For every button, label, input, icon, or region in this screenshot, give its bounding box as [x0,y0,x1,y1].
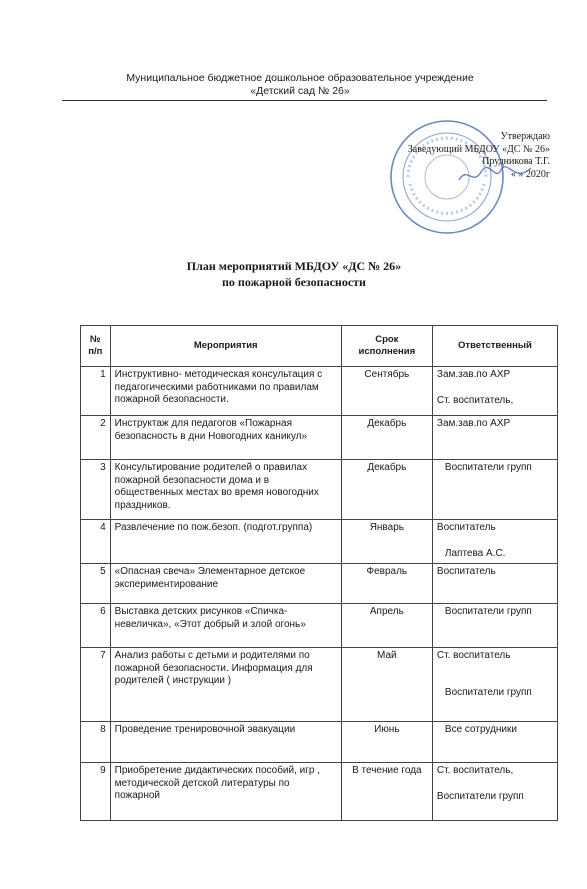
row-number: 1 [81,367,111,416]
table-row [81,367,558,416]
title-line1: План мероприятий МБДОУ «ДС № 26» [186,259,402,273]
row-number: 7 [81,648,111,722]
responsible-secondary: Ст. воспитатель, [436,394,514,406]
row-event: Приобретение дидактических пособий, игр , методической детской литературы по пожарной [110,763,341,821]
row-responsible [432,460,557,520]
row-term: Февраль [341,564,432,604]
signature-icon [455,162,535,188]
row-term: Май [341,648,432,722]
table-row [81,460,558,520]
header-event: Мероприятия [110,326,341,367]
row-event: Инструктаж для педагогов «Пожарная безопасность в дни Новогодних каникул» [110,416,341,460]
document-title [120,258,468,290]
row-number: 3 [81,460,111,520]
header-num: № п/п [81,326,111,367]
responsible-primary: Зам.зав.по АХР [436,369,511,380]
approval-position: Заведующий МБДОУ «ДС № 26» [407,143,550,155]
title-line2: по пожарной безопасности [222,275,366,289]
row-event: «Опасная свеча» Элементарное детское экспериментирование [110,564,341,604]
table-row [81,604,558,648]
row-responsible [432,763,557,821]
row-responsible [432,604,557,648]
responsible-primary: Воспитатели групп [444,606,532,617]
organization-header [100,72,500,98]
row-term: Декабрь [341,416,432,460]
responsible-secondary: Воспитатели групп [444,686,532,698]
header-responsible: Ответственный [432,326,557,367]
header-term: Срок исполнения [341,326,432,367]
table-row [81,722,558,763]
org-name-line1: Муниципальное бюджетное дошкольное образовательное учреждение [126,72,474,84]
table-row [81,520,558,564]
row-term: В течение года [341,763,432,821]
plan-table [80,325,558,821]
row-responsible [432,416,557,460]
approval-name: Прудникова Т.Г. [482,156,550,167]
row-responsible [432,520,557,564]
row-number: 4 [81,520,111,564]
row-event: Инструктивно- методическая консультация с педагогическими работниками по правилам пожарной безопасности. [110,367,341,416]
responsible-primary: Воспитатель [436,566,496,577]
approval-date: « » 2020г [510,168,550,180]
responsible-primary: Зам.зав.по АХР [436,418,511,429]
row-event: Развлечение по пож.безоп. (подгот.группа) [110,520,341,564]
approval-heading: Утверждаю [500,131,550,142]
row-number: 8 [81,722,111,763]
row-responsible [432,367,557,416]
table-row [81,648,558,722]
row-term: Январь [341,520,432,564]
row-number: 9 [81,763,111,821]
responsible-primary: Все сотрудники [444,724,517,735]
row-event: Анализ работы с детьми и родителями по пожарной безопасности. Информация для родителей ( инструкции ) [110,648,341,722]
responsible-secondary: Воспитатели групп [436,790,524,802]
row-event: Проведение тренировочной эвакуации [110,722,341,763]
responsible-primary: Воспитатели групп [444,462,532,473]
table-row [81,564,558,604]
table-row [81,416,558,460]
row-term: Июнь [341,722,432,763]
row-number: 5 [81,564,111,604]
responsible-primary: Воспитатель [436,522,496,533]
row-responsible [432,564,557,604]
header-divider [62,100,547,101]
responsible-primary: Ст. воспитатель [436,650,511,661]
row-term: Сентябрь [341,367,432,416]
org-name-line2: «Детский сад № 26» [250,85,350,97]
row-number: 2 [81,416,111,460]
row-number: 6 [81,604,111,648]
row-responsible [432,648,557,722]
row-event: Выставка детских рисунков «Спичка- невеличка», «Этот добрый и злой огонь» [110,604,341,648]
row-responsible [432,722,557,763]
table-header-row [81,326,558,367]
responsible-secondary: Лаптева А.С. [444,547,506,559]
row-term: Декабрь [341,460,432,520]
row-term: Апрель [341,604,432,648]
responsible-primary: Ст. воспитатель, [436,765,514,776]
row-event: Консультирование родителей о правилах пожарной безопасности дома и в общественных местах во время новогодних праздников. [110,460,341,520]
table-row [81,763,558,821]
